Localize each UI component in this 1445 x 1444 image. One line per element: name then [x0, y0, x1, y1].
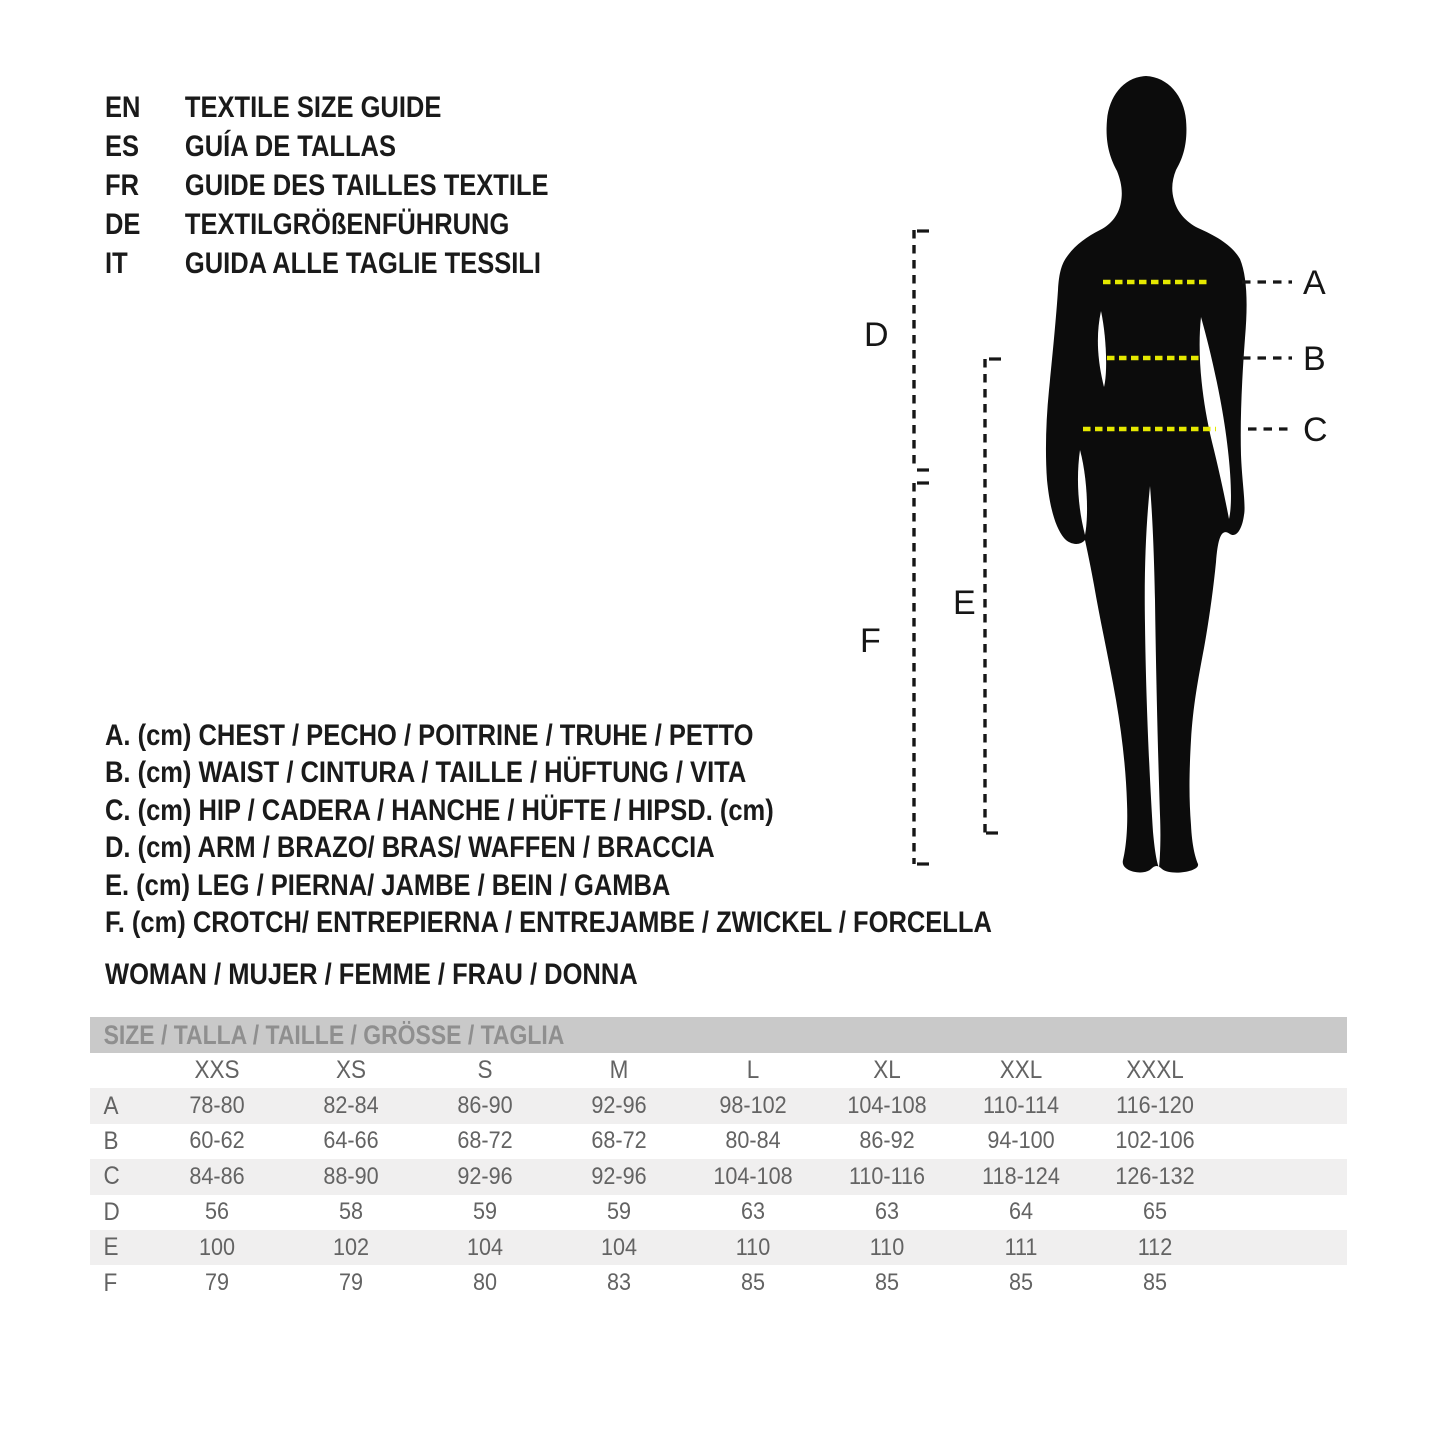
language-row	[105, 88, 549, 127]
language-row	[105, 166, 549, 205]
size-value: 59	[472, 1198, 498, 1226]
woman-silhouette-figure	[1046, 76, 1247, 873]
size-value: 68-72	[591, 1127, 647, 1155]
size-column-header: XS	[335, 1056, 367, 1085]
size-value: 104	[466, 1233, 504, 1261]
size-value: 102-106	[1115, 1127, 1195, 1155]
table-row-leg	[90, 1230, 1347, 1265]
language-code: IT	[105, 247, 128, 280]
row-key: A	[103, 1091, 119, 1120]
size-value: 92-96	[591, 1162, 647, 1190]
label-f: F	[860, 622, 881, 660]
row-key: E	[103, 1233, 119, 1262]
size-value: 78-80	[189, 1092, 245, 1120]
table-row-arm	[90, 1195, 1347, 1230]
size-value: 56	[204, 1198, 230, 1226]
size-value: 79	[204, 1269, 230, 1297]
row-key: F	[103, 1268, 118, 1297]
measurement-description-chest: A. (cm) CHEST / PECHO / POITRINE / TRUHE / PETTO	[105, 719, 754, 752]
size-table	[90, 1017, 1347, 1301]
language-title: TEXTILE SIZE GUIDE	[184, 91, 442, 124]
language-row	[105, 244, 549, 283]
size-value: 126-132	[1115, 1162, 1195, 1190]
size-value: 86-90	[457, 1092, 513, 1120]
size-value: 104-108	[713, 1162, 793, 1190]
size-value: 85	[1008, 1269, 1034, 1297]
row-key: C	[103, 1162, 120, 1191]
size-value: 63	[740, 1198, 766, 1226]
size-value: 64	[1008, 1198, 1034, 1226]
size-value: 92-96	[591, 1092, 647, 1120]
audience-line: WOMAN / MUJER / FEMME / FRAU / DONNA	[105, 958, 638, 991]
size-value: 92-96	[457, 1162, 513, 1190]
language-code: FR	[105, 169, 139, 202]
measurement-description-crotch: F. (cm) CROTCH/ ENTREPIERNA / ENTREJAMBE / ZWICKEL / FORCELLA	[105, 906, 992, 940]
language-row	[105, 127, 549, 166]
size-column-header: M	[609, 1056, 629, 1085]
size-value: 110-116	[848, 1162, 926, 1190]
size-value: 64-66	[323, 1127, 379, 1155]
size-value: 86-92	[859, 1127, 915, 1155]
size-column-header: XXS	[194, 1056, 240, 1085]
size-value: 79	[338, 1269, 364, 1297]
size-value: 59	[606, 1198, 632, 1226]
size-value: 110-114	[982, 1092, 1060, 1120]
size-value: 82-84	[323, 1092, 379, 1120]
size-value: 104	[600, 1233, 638, 1261]
table-row-hip	[90, 1159, 1347, 1194]
table-row-waist	[90, 1124, 1347, 1159]
size-value: 98-102	[719, 1092, 787, 1120]
size-value: 68-72	[457, 1127, 513, 1155]
size-column-header: L	[746, 1056, 760, 1085]
language-code: ES	[105, 130, 140, 163]
language-title: GUÍA DE TALLAS	[184, 130, 396, 163]
measurement-description-leg: E. (cm) LEG / PIERNA/ JAMBE / BEIN / GAMBA	[105, 868, 671, 902]
table-header-band	[90, 1017, 1347, 1053]
table-header-title: SIZE / TALLA / TAILLE / GRÖSSE / TAGLIA	[103, 1019, 565, 1050]
size-value: 60-62	[189, 1127, 245, 1155]
language-row	[105, 205, 549, 244]
size-column-header: XXXL	[1126, 1056, 1184, 1085]
row-key: B	[103, 1126, 119, 1155]
language-title: GUIDE DES TAILLES TEXTILE	[184, 169, 549, 202]
size-value: 100	[198, 1233, 236, 1261]
size-value: 80-84	[725, 1127, 781, 1155]
label-b: B	[1303, 340, 1326, 378]
size-value: 116-120	[1116, 1092, 1194, 1120]
size-columns-row	[90, 1053, 1347, 1088]
size-value: 88-90	[323, 1162, 379, 1190]
size-value: 94-100	[987, 1127, 1055, 1155]
size-value: 58	[338, 1198, 364, 1226]
language-title: TEXTILGRÖßENFÜHRUNG	[184, 208, 510, 241]
size-value: 84-86	[189, 1162, 245, 1190]
measurement-description-arm: D. (cm) ARM / BRAZO/ BRAS/ WAFFEN / BRACCIA	[105, 831, 715, 865]
language-title: GUIDA ALLE TAGLIE TESSILI	[184, 247, 541, 280]
size-value: 111	[1004, 1233, 1038, 1261]
measurement-description-hip: C. (cm) HIP / CADERA / HANCHE / HÜFTE / HIPSD. (cm)	[105, 793, 774, 827]
size-value: 110	[869, 1233, 905, 1261]
label-d: D	[864, 316, 889, 354]
table-row-crotch	[90, 1265, 1347, 1300]
row-key: D	[103, 1197, 120, 1226]
size-value: 118-124	[982, 1162, 1060, 1190]
language-code: DE	[105, 208, 141, 241]
size-value: 112	[1137, 1233, 1173, 1261]
size-value: 65	[1142, 1198, 1168, 1226]
language-code: EN	[105, 91, 141, 124]
size-value: 63	[874, 1198, 900, 1226]
size-value: 110	[735, 1233, 771, 1261]
label-a: A	[1303, 264, 1326, 302]
size-value: 80	[472, 1269, 498, 1297]
measurement-descriptions	[105, 717, 992, 941]
size-value: 104-108	[847, 1092, 927, 1120]
size-column-header: XL	[873, 1056, 901, 1085]
size-column-header: S	[477, 1056, 493, 1085]
label-c: C	[1303, 411, 1328, 449]
size-value: 83	[606, 1269, 632, 1297]
size-value: 85	[874, 1269, 900, 1297]
size-column-header: XXL	[999, 1056, 1043, 1085]
size-value: 85	[740, 1269, 766, 1297]
table-row-chest	[90, 1088, 1347, 1123]
measurement-description-waist: B. (cm) WAIST / CINTURA / TAILLE / HÜFTUNG / VITA	[105, 756, 747, 790]
size-value: 102	[332, 1233, 370, 1261]
label-e: E	[953, 584, 976, 622]
language-title-block	[105, 88, 549, 283]
size-value: 85	[1142, 1269, 1168, 1297]
